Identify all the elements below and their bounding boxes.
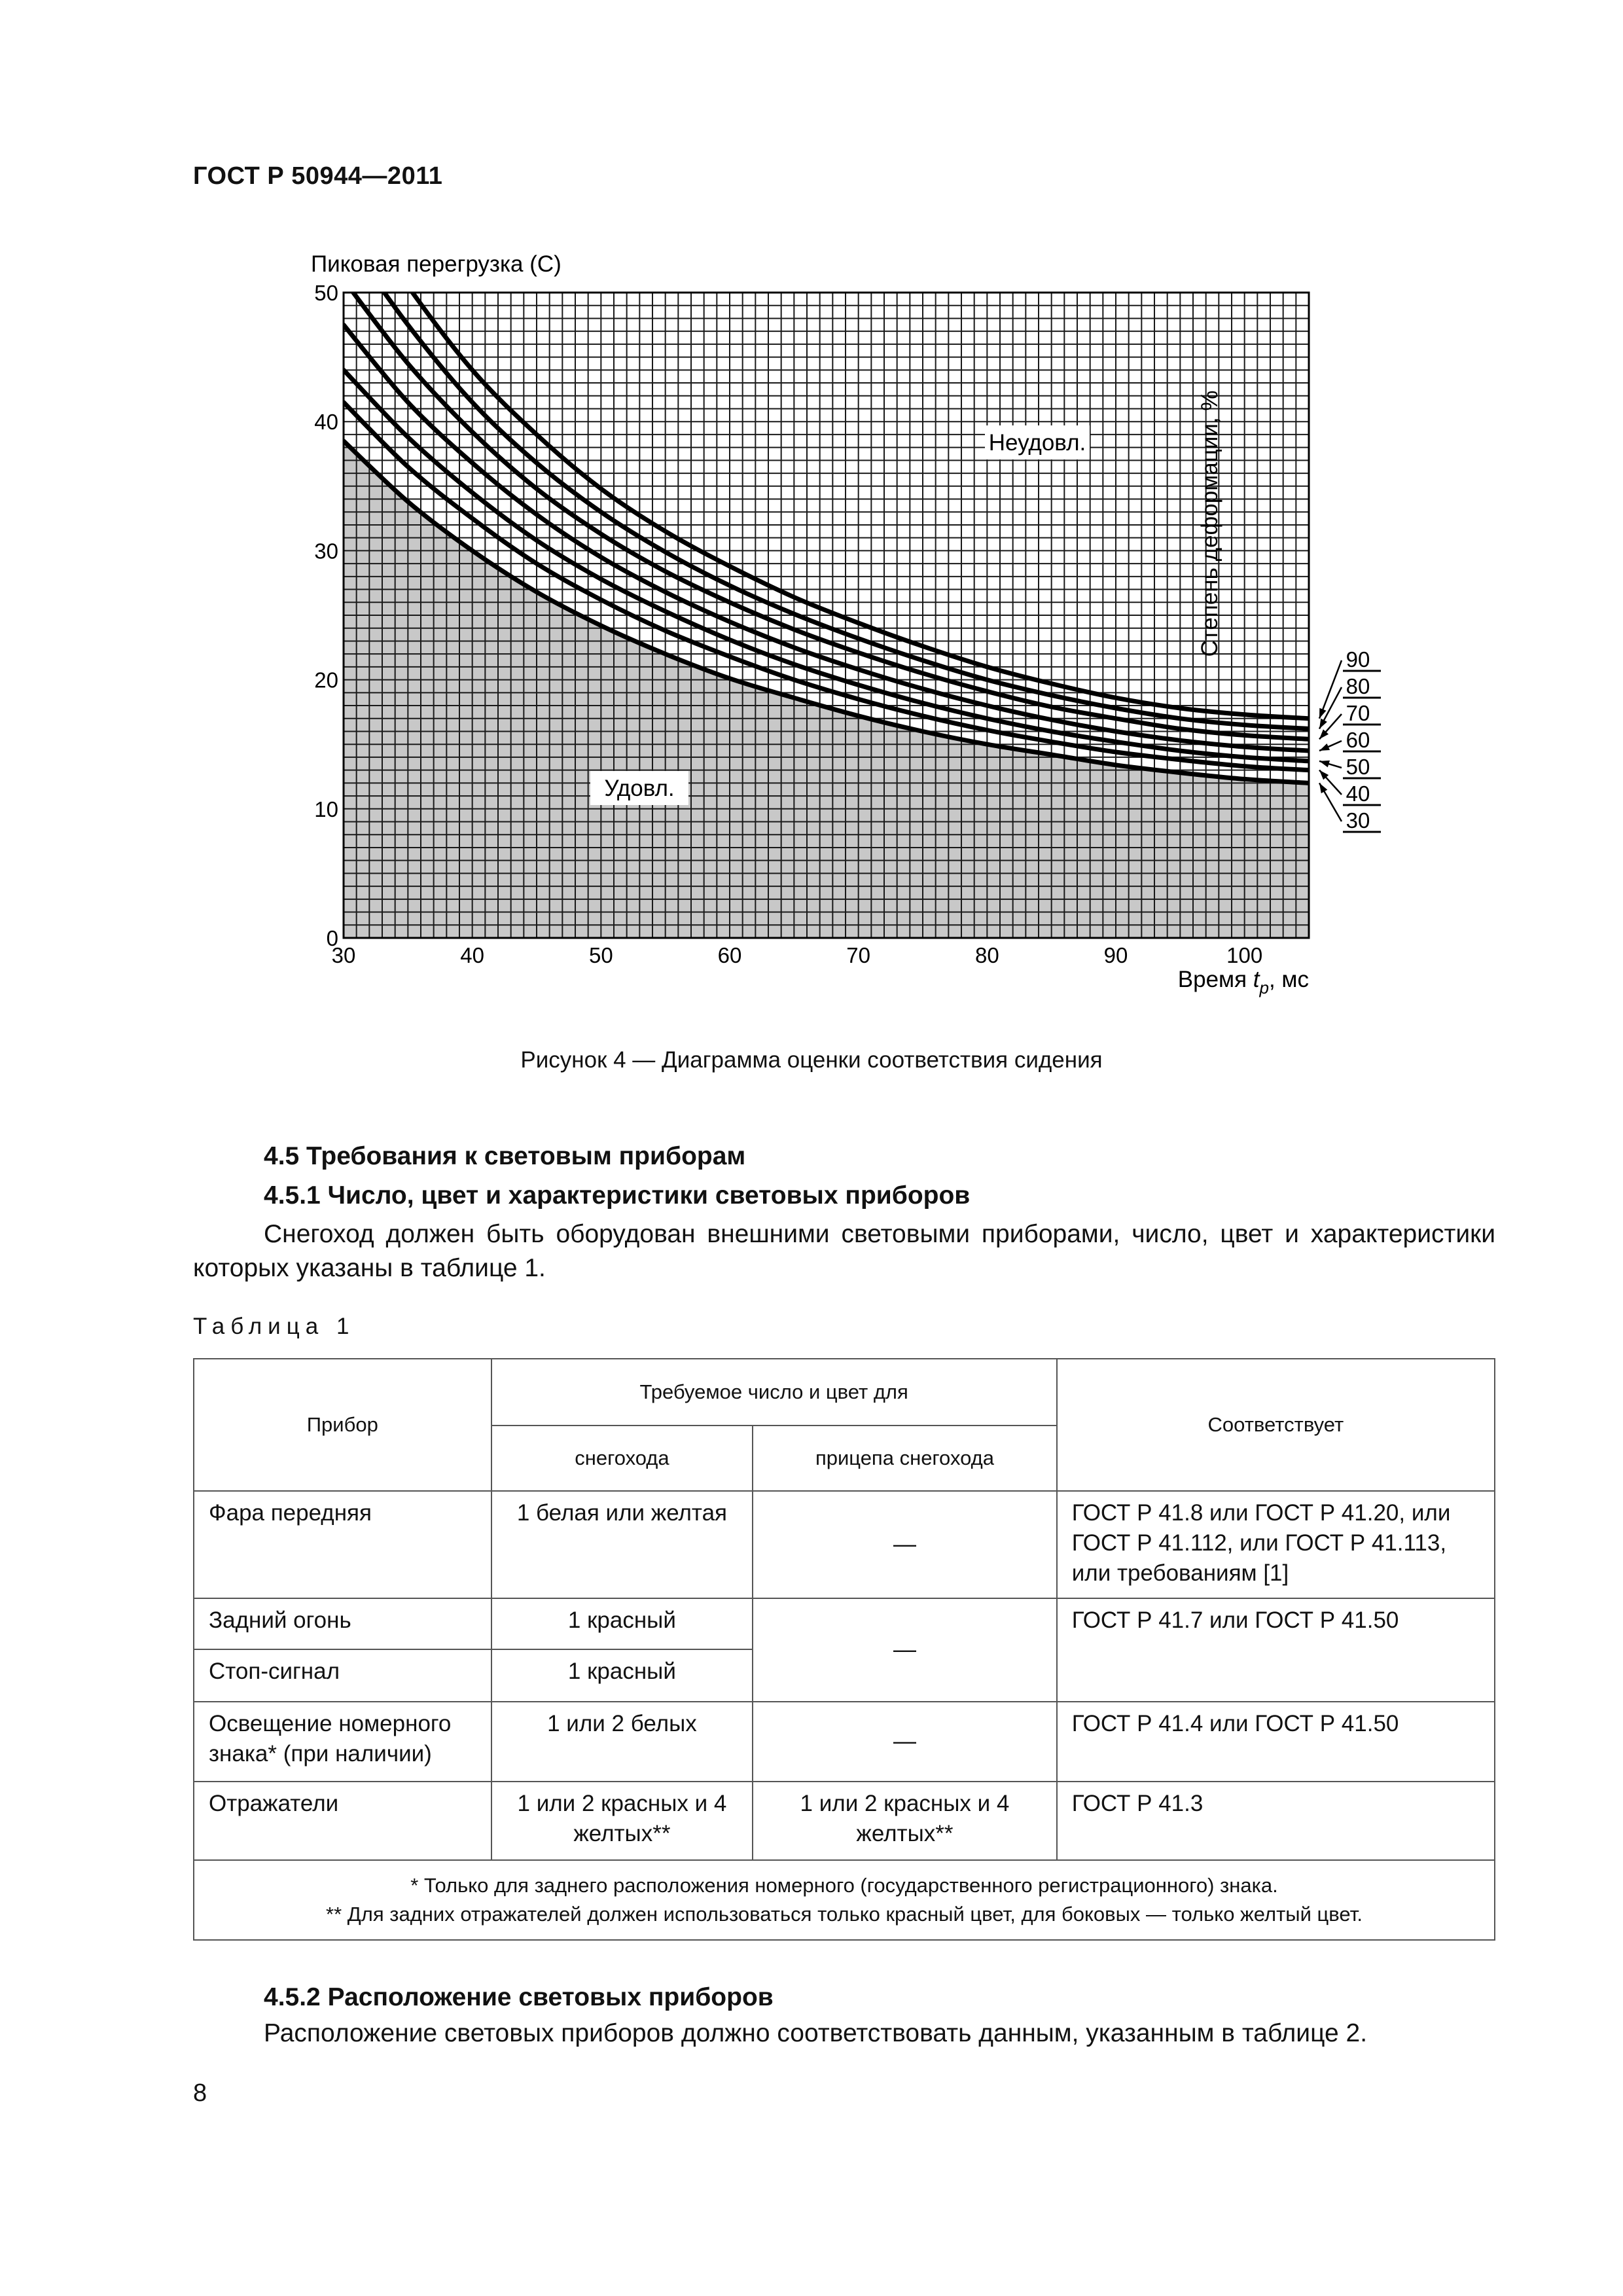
header-required: Требуемое число и цвет для [491,1359,1057,1426]
table-note: ** Для задних отражателей должен использоваться только красный цвет, для боковых — только желтый цвет. [326,1903,1363,1926]
figure-caption: Рисунок 4 — Диаграмма оценки соответствия сидения [520,1047,1103,1073]
section-4-5-1-title: 4.5.1 Число, цвет и характеристики световых приборов [264,1181,971,1210]
table-row [194,1702,1495,1782]
deformation-label-80: 80 [1346,674,1370,698]
y-tick-label: 50 [314,281,338,305]
x-tick-label: 80 [974,943,999,967]
x-axis-label-suffix: , мс [1268,967,1309,992]
cell-device: Отражатели [194,1782,491,1860]
x-axis-label-variable: t [1253,967,1260,992]
document-header: ГОСТ Р 50944—2011 [193,162,443,190]
cell-trailer: 1 или 2 красных и 4 желтых** [753,1782,1057,1860]
cell-device: Задний огонь [194,1598,491,1649]
page-number: 8 [193,2079,207,2107]
cell-conforms: ГОСТ Р 41.7 или ГОСТ Р 41.50 [1057,1598,1495,1702]
y-tick-label: 10 [314,797,338,821]
x-axis-label [1178,967,1309,997]
section-4-5-title: 4.5 Требования к световым приборам [264,1142,746,1170]
deformation-label-70: 70 [1346,701,1370,725]
table-notes [194,1860,1495,1940]
table-note: * Только для заднего расположения номерного (государственного регистрационного) знака. [410,1874,1278,1897]
cell-conforms: ГОСТ Р 41.4 или ГОСТ Р 41.50 [1057,1702,1495,1782]
cell-snowmobile: 1 красный [491,1598,753,1649]
cell-device: Фара передняя [194,1491,491,1598]
cell-snowmobile: 1 красный [491,1649,753,1702]
table-row [194,1782,1495,1860]
header-trailer: прицепа снегохода [753,1426,1057,1491]
cell-snowmobile: 1 или 2 белых [491,1702,753,1782]
region-label-unsatisfactory [985,425,1090,459]
conformity-chart [0,0,1623,1034]
y-tick-label: 40 [314,410,338,435]
cell-trailer: — [753,1702,1057,1782]
table-notes-row [194,1860,1495,1940]
header-device: Прибор [194,1359,491,1491]
y-tick-label: 0 [326,926,338,950]
section-4-5-2-paragraph: Расположение световых приборов должно соответствовать данным, указанным в таблице 2. [264,2019,1368,2047]
x-tick-label: 90 [1103,943,1128,967]
region-label-satisfactory [590,771,688,805]
x-tick-label: 40 [460,943,485,967]
x-axis-label-prefix: Время [1177,967,1253,992]
table-row [194,1491,1495,1598]
deformation-arrowhead [1319,783,1327,793]
x-tick-label: 100 [1226,943,1263,967]
deformation-arrowhead [1319,744,1330,751]
cell-device: Стоп-сигнал [194,1649,491,1702]
x-tick-label: 30 [331,943,356,967]
section-4-5-1-paragraph: Снегоход должен быть оборудован внешними световыми приборами, число, цвет и характеристики которых указаны в таблице 1. [193,1220,1495,1282]
deformation-label-90: 90 [1346,647,1370,672]
deformation-label-40: 40 [1346,781,1370,806]
header-conforms: Соответствует [1057,1359,1495,1491]
x-axis-label-subscript: p [1259,978,1269,997]
region-label-unsatisfactory-text: Неудовл. [988,430,1086,456]
table-row [194,1598,1495,1649]
x-tick-label: 70 [846,943,871,967]
x-tick-label: 60 [717,943,742,967]
y-axis-label: Пиковая перегрузка (С) [311,251,562,277]
cell-conforms: ГОСТ Р 41.3 [1057,1782,1495,1860]
cell-trailer: — [753,1491,1057,1598]
cell-snowmobile: 1 или 2 красных и 4 желтых** [491,1782,753,1860]
deformation-arrowhead [1319,761,1330,768]
deformation-labels [1319,647,1381,833]
cell-device: Освещение номерного знака* (при наличии) [194,1702,491,1782]
lighting-devices-table [193,1358,1495,1941]
section-4-5-2-title: 4.5.2 Расположение световых приборов [264,1983,774,2011]
table-label: Таблица 1 [193,1314,355,1339]
deformation-label-30: 30 [1346,808,1370,833]
x-tick-label: 50 [588,943,613,967]
right-axis-label: Степень деформации, % [1197,390,1222,657]
y-tick-label: 20 [314,668,338,692]
header-snowmobile: снегохода [491,1426,753,1491]
deformation-arrowhead [1319,719,1327,729]
region-label-satisfactory-text: Удовл. [604,776,675,801]
cell-snowmobile: 1 белая или желтая [491,1491,753,1598]
cell-trailer: — [753,1598,1057,1702]
cell-conforms: ГОСТ Р 41.8 или ГОСТ Р 41.20, или ГОСТ Р 41.112, или ГОСТ Р 41.113, или требованиям [1] [1057,1491,1495,1598]
deformation-label-50: 50 [1346,755,1370,779]
deformation-label-60: 60 [1346,728,1370,752]
y-tick-label: 30 [314,539,338,564]
